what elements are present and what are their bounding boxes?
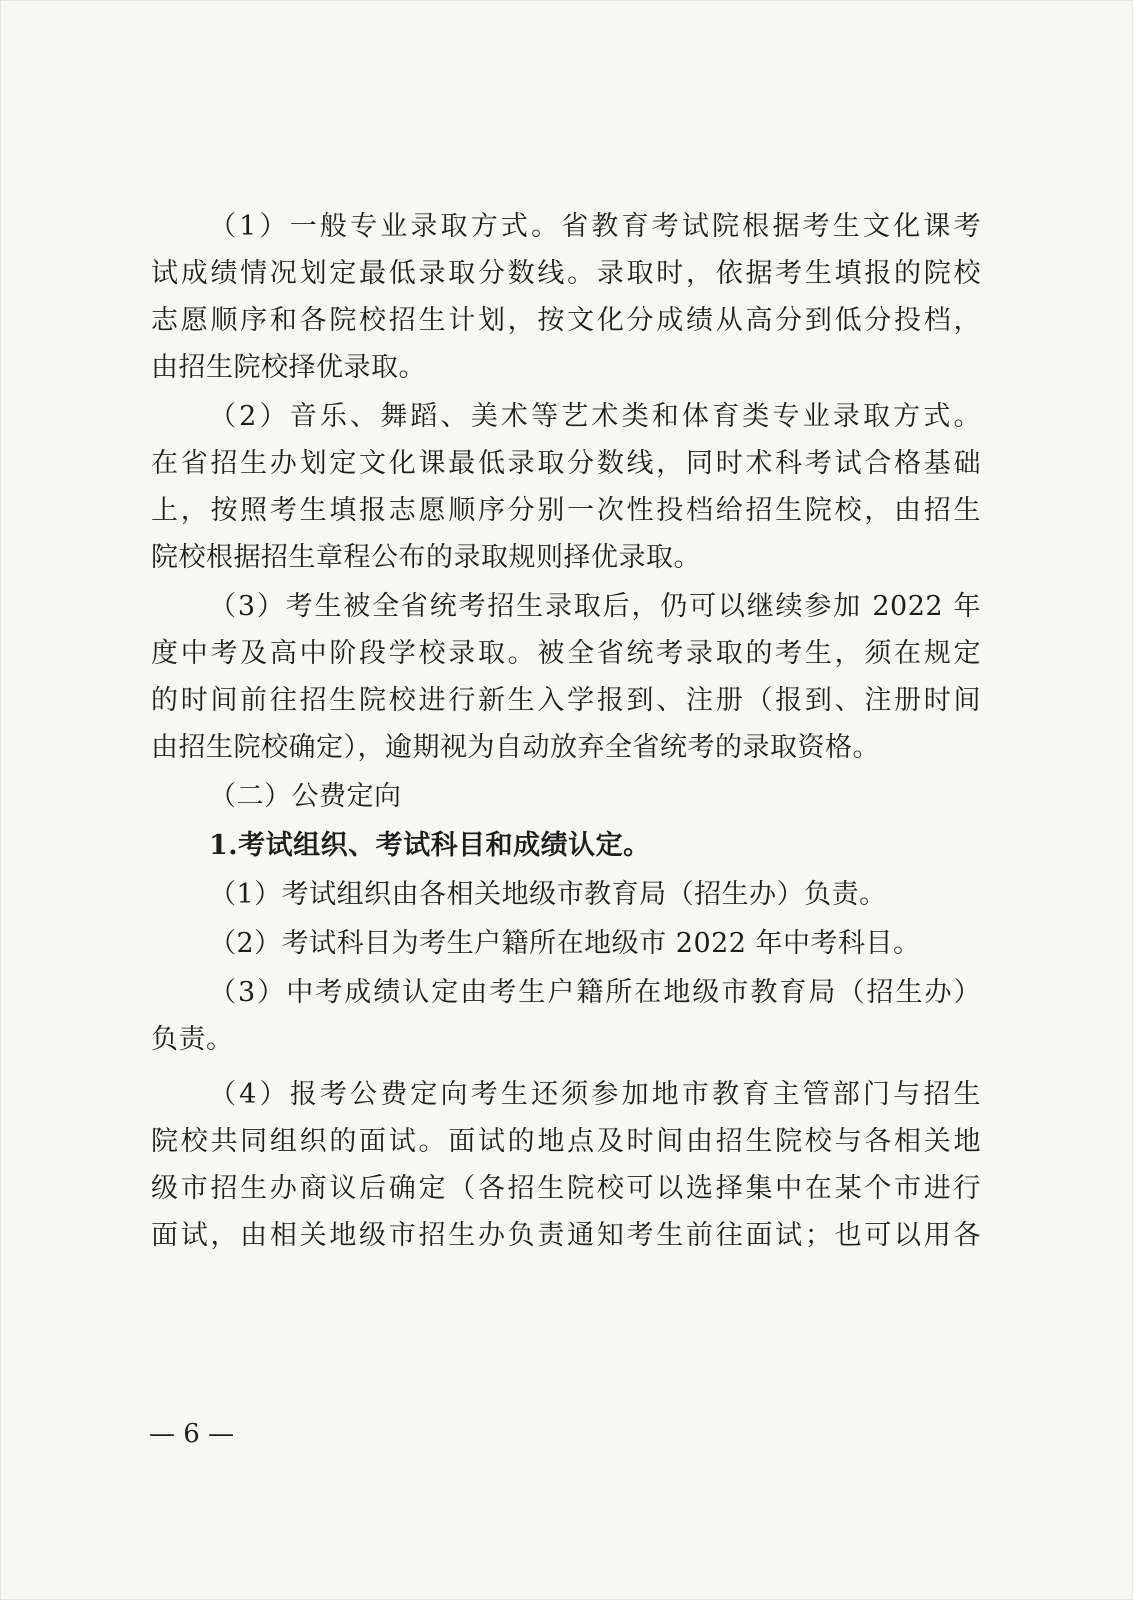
text-line: （3）中考成绩认定由考生户籍所在地级市教育局（招生办） (209, 977, 981, 1008)
section-heading-public-funded (151, 773, 981, 820)
subsection-heading-exam (151, 822, 981, 869)
paragraph-exam-subjects (151, 920, 981, 967)
text-line: （3）考生被全省统考招生录取后，仍可以继续参加 2022 年 (209, 591, 981, 622)
page-number: — 6 — (149, 1419, 235, 1449)
paragraph-general-admission (151, 203, 981, 391)
text-line: 度中考及高中阶段学校录取。被全省统考录取的考生，须在规定 (151, 638, 981, 669)
text-line: 院校根据招生章程公布的录取规则择优录取。 (151, 542, 701, 573)
text-line: 级市招生办商议后确定（各招生院校可以选择集中在某个市进行 (151, 1173, 981, 1204)
text-line: 面试，由相关地级市招生办负责通知考生前往面试；也可以用各 (151, 1220, 981, 1251)
text-line: （4）报考公费定向考生还须参加地市教育主管部门与招生 (209, 1079, 981, 1110)
text-line: 院校共同组织的面试。面试的地点及时间由招生院校与各相关地 (151, 1126, 981, 1157)
paragraph-score-recognition (151, 969, 981, 1063)
text-line: 上，按照考生填报志愿顺序分别一次性投档给招生院校，由招生 (151, 495, 981, 526)
text-line: （1）考试组织由各相关地级市教育局（招生办）负责。 (209, 879, 887, 910)
paragraph-interview (151, 1071, 981, 1259)
text-line: 志愿顺序和各院校招生计划，按文化分成绩从高分到低分投档， (151, 305, 981, 336)
paragraph-exam-organization (151, 871, 981, 918)
text-line: （2）考试科目为考生户籍所在地级市 2022 年中考科目。 (209, 928, 921, 959)
text-line: 在省招生办划定文化课最低录取分数线，同时术科考试合格基础 (151, 448, 981, 479)
text-line: 负责。 (151, 1024, 234, 1055)
text-line: （1）一般专业录取方式。省教育考试院根据考生文化课考 (209, 211, 981, 242)
document-body (151, 203, 981, 1259)
text-line: 由招生院校择优录取。 (151, 352, 426, 383)
text-line: （2）音乐、舞蹈、美术等艺术类和体育类专业录取方式。 (209, 401, 981, 432)
paragraph-arts-sports-admission (151, 393, 981, 581)
text-line: 的时间前往招生院校进行新生入学报到、注册（报到、注册时间 (151, 685, 981, 716)
paragraph-continued-enrollment (151, 583, 981, 771)
subsection-heading: 1.考试组织、考试科目和成绩认定。 (209, 830, 651, 861)
section-heading: （二）公费定向 (209, 781, 402, 812)
text-line: 由招生院校确定），逾期视为自动放弃全省统考的录取资格。 (151, 732, 880, 763)
text-line: 试成绩情况划定最低录取分数线。录取时，依据考生填报的院校 (151, 258, 981, 289)
